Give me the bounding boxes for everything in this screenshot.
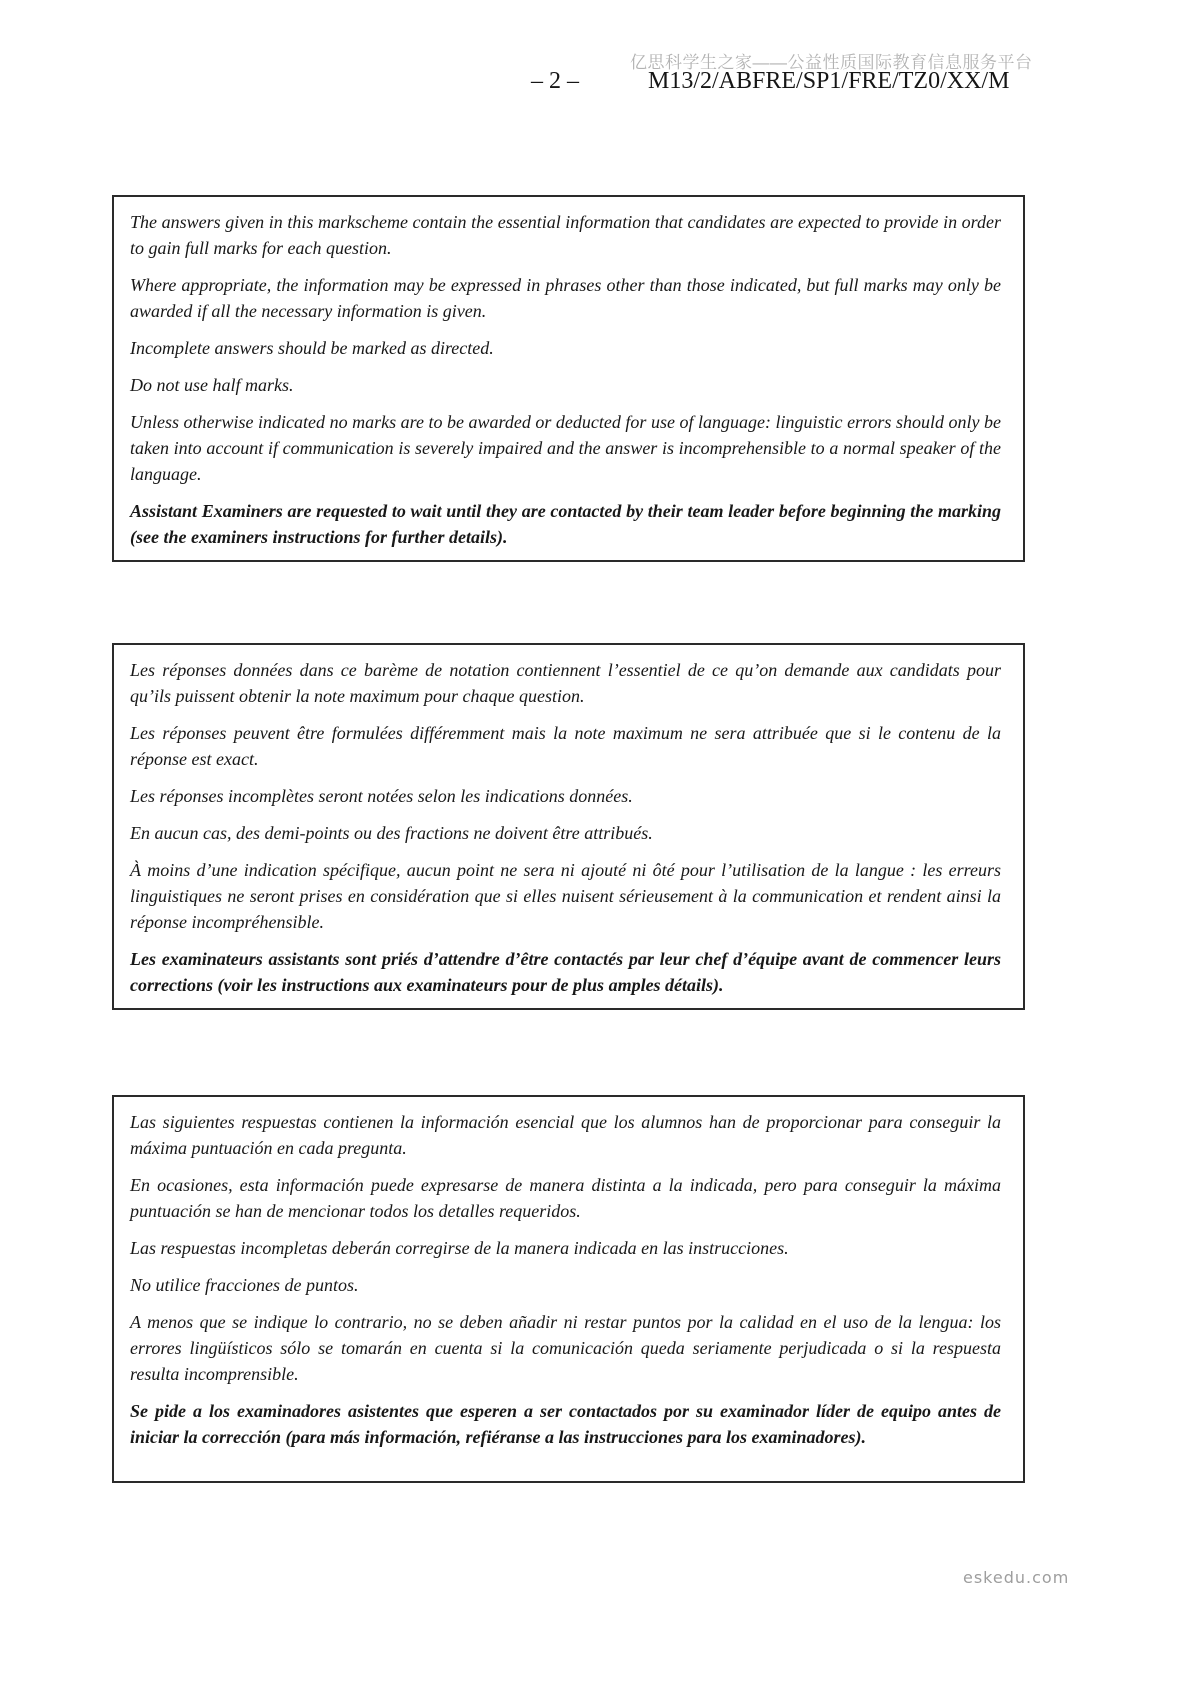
paper-code: M13/2/ABFRE/SP1/FRE/TZ0/XX/M — [648, 68, 1010, 94]
french-paragraph: Les réponses données dans ce barème de notation contiennent l’essentiel de ce qu’on demande aux candidats pour qu’ils puissent obtenir la note maximum pour chaque question. — [130, 660, 1001, 706]
english-paragraph: Incomplete answers should be marked as directed. — [130, 338, 494, 358]
spanish-paragraph: No utilice fracciones de puntos. — [130, 1275, 359, 1295]
spanish-bold-note: Se pide a los examinadores asistentes que esperen a ser contactados por su examinador líder de equipo antes de iniciar la corrección (para más información, refiéranse a las instrucciones para los examinadores). — [130, 1401, 1001, 1447]
english-bold-note: Assistant Examiners are requested to wait until they are contacted by their team leader before beginning the marking (see the examiners instructions for further details). — [130, 501, 1001, 547]
french-paragraph: Les réponses peuvent être formulées différemment mais la note maximum ne sera attribuée que si le contenu de la réponse est exact. — [130, 723, 1001, 769]
french-paragraph: Les réponses incomplètes seront notées selon les indications données. — [130, 786, 633, 806]
french-paragraph: En aucun cas, des demi-points ou des fractions ne doivent être attribués. — [130, 823, 653, 843]
english-paragraph: Where appropriate, the information may be expressed in phrases other than those indicated, but full marks may only be awarded if all the necessary information is given. — [130, 275, 1001, 321]
english-paragraph: Do not use half marks. — [130, 375, 294, 395]
page-number: – 2 – — [531, 68, 579, 94]
spanish-paragraph: Las siguientes respuestas contienen la información esencial que los alumnos han de proporcionar para conseguir la máxima puntuación en cada pregunta. — [130, 1112, 1001, 1158]
bottom-watermark: eskedu.com — [963, 1568, 1070, 1587]
spanish-paragraph: A menos que se indique lo contrario, no se deben añadir ni restar puntos por la calidad en el uso de la lengua: los errores lingüísticos sólo se tomarán en cuenta si la comunicación queda seriamente perjudicada o si la respuesta resulta incomprensible. — [130, 1312, 1001, 1384]
spanish-paragraph: Las respuestas incompletas deberán corregirse de la manera indicada en las instrucciones. — [130, 1238, 789, 1258]
french-bold-note: Les examinateurs assistants sont priés d’attendre d’être contactés par leur chef d’équipe avant de commencer leurs corrections (voir les instructions aux examinateurs pour de plus amples détails). — [130, 949, 1001, 995]
french-paragraph: À moins d’une indication spécifique, aucun point ne sera ni ajouté ni ôté pour l’utilisation de la langue : les erreurs linguistiques ne seront prises en considération que si elles nuisent sérieusement à la communication et rendent ainsi la réponse incompréhensible. — [130, 860, 1001, 932]
spanish-instructions-box — [112, 1095, 1025, 1483]
spanish-paragraph: En ocasiones, esta información puede expresarse de manera distinta a la indicada, pero para conseguir la máxima puntuación se han de mencionar todos los detalles requeridos. — [130, 1175, 1001, 1221]
french-instructions-box — [112, 643, 1025, 1010]
english-paragraph: The answers given in this markscheme contain the essential information that candidates are expected to provide in order to gain full marks for each question. — [130, 212, 1001, 258]
english-instructions-box — [112, 195, 1025, 562]
english-paragraph: Unless otherwise indicated no marks are to be awarded or deducted for use of language: linguistic errors should only be taken into account if communication is severely impaired and the answer is incomprehensible to a normal speaker of the language. — [130, 412, 1001, 484]
top-watermark: 亿思科学生之家——公益性质国际教育信息服务平台 — [630, 53, 1033, 72]
